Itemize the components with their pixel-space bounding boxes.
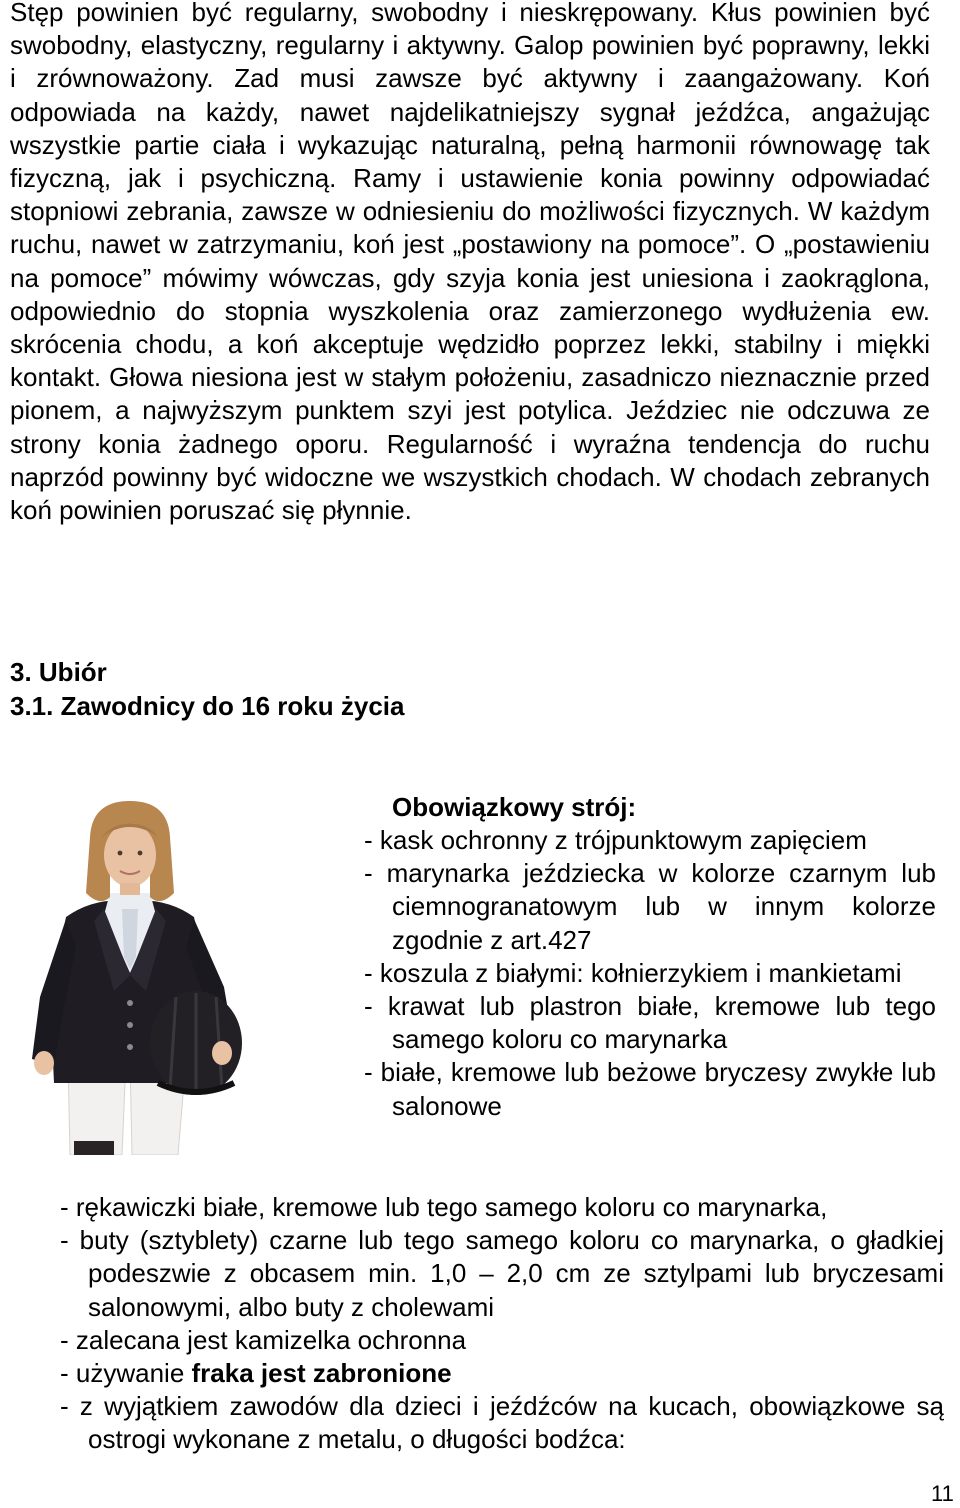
boot-left [74, 1141, 114, 1155]
uniform-title: Obowiązkowy strój: [392, 792, 637, 822]
rider-girl-illustration [10, 797, 252, 1155]
list-item: - kask ochronny z trójpunktowym zapięciem [364, 825, 867, 855]
page-number: 11 [931, 1481, 954, 1506]
neck [120, 883, 140, 895]
list-item: - rękawiczki białe, kremowe lub tego samego koloru co marynarka, [60, 1192, 828, 1222]
list-item: - z wyjątkiem zawodów dla dzieci i jeźdźców na kucach, obowiązkowe są ostrogi wykonane z metalu, o długości bodźca: [60, 1391, 944, 1455]
list-item: - białe, kremowe lub beżowe bryczesy zwykłe lub salonowe [364, 1057, 936, 1121]
jacket-button [127, 1044, 133, 1050]
additional-uniform-section [60, 1191, 944, 1457]
banned-item [60, 1357, 944, 1390]
rider-girl-photo [10, 797, 252, 1155]
banned-item-bold: fraka jest zabronione [191, 1358, 452, 1389]
list-item: - zalecana jest kamizelka ochronna [60, 1324, 467, 1355]
list-item: - koszula z białymi: kołnierzykiem i mankietami [364, 957, 902, 988]
mandatory-uniform-section [364, 790, 936, 1123]
face [104, 823, 156, 887]
eye-left [118, 851, 123, 856]
subsection-title: 3.1. Zawodnicy do 16 roku życia [10, 691, 405, 721]
intro-paragraph: Stęp powinien być regularny, swobodny i nieskrępowany. Kłus powinien być swobodny, elastyczny, regularny i aktywny. Galop powinien być poprawny, lekki i zrównoważony. Zad musi zawsze być aktywny i zaangażowany. Koń odpowiada na każdy, nawet najdelikatniejszy sygnał jeźdźca, angażując wszystkie partie ciała i wykazując naturalną, pełną harmonii równowagę tak fizyczną, jak i psychiczną. Ramy i ustawienie konia powinny odpowiadać stopniowi zebrania, zawsze w odniesieniu do możliwości fizycznych. W każdym ruchu, nawet w zatrzymaniu, koń jest „postawiony na pomoce”. O „postawieniu na pomoce” mówimy wówczas, gdy szyja konia jest uniesiona i zaokrąglona, odpowiednio do stopnia wyszkolenia oraz zamierzonego wydłużenia ew. skrócenia chodu, a koń akceptuje wędzidło poprzez lekki, stabilny i miękki kontakt. Głowa niesiona jest w stałym położeniu, zasadniczo nieznacznie przed pionem, a najwyższym punktem szyi jest potylica. Jeździec nie odczuwa ze strony konia żadnego oporu. Regularność i wyraźna tendencja do ruchu naprzód powinny być widoczne we wszystkich chodach. W chodach zebranych koń powinien poruszać się płynnie. [10, 0, 930, 526]
eye-right [138, 851, 143, 856]
additional-list [60, 1191, 944, 1457]
list-item: - buty (sztyblety) czarne lub tego samego koloru co marynarka, o gładkiej podeszwie z obcasem min. 1,0 – 2,0 cm ze sztylpami lub bryczesami salonowymi, albo buty z cholewami [60, 1225, 944, 1322]
uniform-list [364, 824, 936, 1123]
section-title: 3. Ubiór [10, 657, 107, 687]
list-item: - marynarka jeździecka w kolorze czarnym lub ciemnogranatowym lub w innym kolorze zgodnie z art.427 [364, 858, 936, 955]
hand-right [212, 1041, 232, 1065]
jacket-button [127, 1022, 133, 1028]
banned-item-prefix: - używanie [60, 1358, 192, 1389]
jacket-button [127, 1000, 133, 1006]
hand-left [34, 1051, 54, 1075]
list-item: - krawat lub plastron białe, kremowe lub tego samego koloru co marynarka [364, 991, 936, 1055]
